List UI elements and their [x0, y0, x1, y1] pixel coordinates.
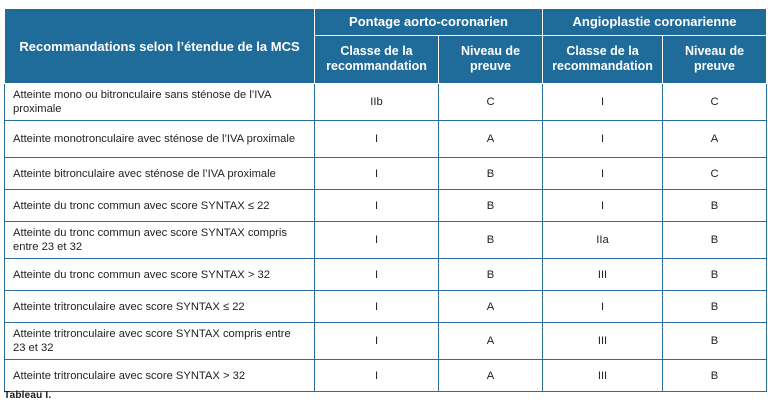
pontage-classe-cell: I [315, 121, 439, 158]
pontage-classe-cell: I [315, 222, 439, 259]
table-row [5, 323, 767, 360]
pontage-niveau-cell: B [439, 222, 543, 259]
pontage-classe-cell: IIb [315, 84, 439, 121]
row-label: Atteinte monotronculaire avec sténose de l’IVA proximale [5, 121, 315, 158]
pontage-niveau-cell: A [439, 121, 543, 158]
row-label: Atteinte tritronculaire avec score SYNTAX ≤ 22 [5, 291, 315, 323]
angioplastie-classe-cell: IIa [543, 222, 663, 259]
pontage-classe-cell: I [315, 158, 439, 190]
angioplastie-niveau-cell: A [663, 121, 767, 158]
angioplastie-classe-cell: III [543, 323, 663, 360]
table-row [5, 158, 767, 190]
pontage-classe-cell: I [315, 291, 439, 323]
angioplastie-classe-cell: I [543, 84, 663, 121]
angioplastie-classe-cell: I [543, 291, 663, 323]
header-group-pontage: Pontage aorto-coronarien [315, 9, 543, 36]
angioplastie-classe-cell: III [543, 360, 663, 392]
pontage-niveau-cell: C [439, 84, 543, 121]
table-row [5, 190, 767, 222]
angioplastie-classe-cell: I [543, 158, 663, 190]
table-row [5, 84, 767, 121]
pontage-niveau-cell: B [439, 190, 543, 222]
pontage-niveau-cell: A [439, 291, 543, 323]
recommendations-table [4, 8, 767, 392]
row-label: Atteinte du tronc commun avec score SYNTAX compris entre 23 et 32 [5, 222, 315, 259]
pontage-classe-cell: I [315, 190, 439, 222]
angioplastie-classe-cell: III [543, 259, 663, 291]
angioplastie-niveau-cell: B [663, 323, 767, 360]
angioplastie-niveau-cell: B [663, 259, 767, 291]
angioplastie-niveau-cell: B [663, 291, 767, 323]
recommendations-table-container [4, 8, 766, 392]
angioplastie-niveau-cell: B [663, 222, 767, 259]
header-angioplastie-niveau: Niveau de preuve [663, 35, 767, 83]
table-row [5, 360, 767, 392]
pontage-classe-cell: I [315, 259, 439, 291]
header-recommendations: Recommandations selon l’étendue de la MCS [5, 9, 315, 84]
row-label: Atteinte mono ou bitronculaire sans sténose de l’IVA proximale [5, 84, 315, 121]
row-label: Atteinte du tronc commun avec score SYNTAX ≤ 22 [5, 190, 315, 222]
header-pontage-classe: Classe de la recommandation [315, 35, 439, 83]
pontage-niveau-cell: B [439, 259, 543, 291]
header-group-angioplastie: Angioplastie coronarienne [543, 9, 767, 36]
header-angioplastie-classe: Classe de la recommandation [543, 35, 663, 83]
pontage-niveau-cell: B [439, 158, 543, 190]
pontage-classe-cell: I [315, 323, 439, 360]
row-label: Atteinte du tronc commun avec score SYNTAX > 32 [5, 259, 315, 291]
pontage-niveau-cell: A [439, 323, 543, 360]
row-label: Atteinte tritronculaire avec score SYNTAX > 32 [5, 360, 315, 392]
row-label: Atteinte bitronculaire avec sténose de l’IVA proximale [5, 158, 315, 190]
table-row [5, 259, 767, 291]
angioplastie-niveau-cell: C [663, 84, 767, 121]
angioplastie-niveau-cell: B [663, 360, 767, 392]
angioplastie-classe-cell: I [543, 121, 663, 158]
pontage-classe-cell: I [315, 360, 439, 392]
row-label: Atteinte tritronculaire avec score SYNTAX compris entre 23 et 32 [5, 323, 315, 360]
table-row [5, 222, 767, 259]
pontage-niveau-cell: A [439, 360, 543, 392]
table-caption: Tableau I. [4, 390, 52, 401]
table-row [5, 121, 767, 158]
angioplastie-niveau-cell: C [663, 158, 767, 190]
angioplastie-niveau-cell: B [663, 190, 767, 222]
table-row [5, 291, 767, 323]
header-pontage-niveau: Niveau de preuve [439, 35, 543, 83]
angioplastie-classe-cell: I [543, 190, 663, 222]
